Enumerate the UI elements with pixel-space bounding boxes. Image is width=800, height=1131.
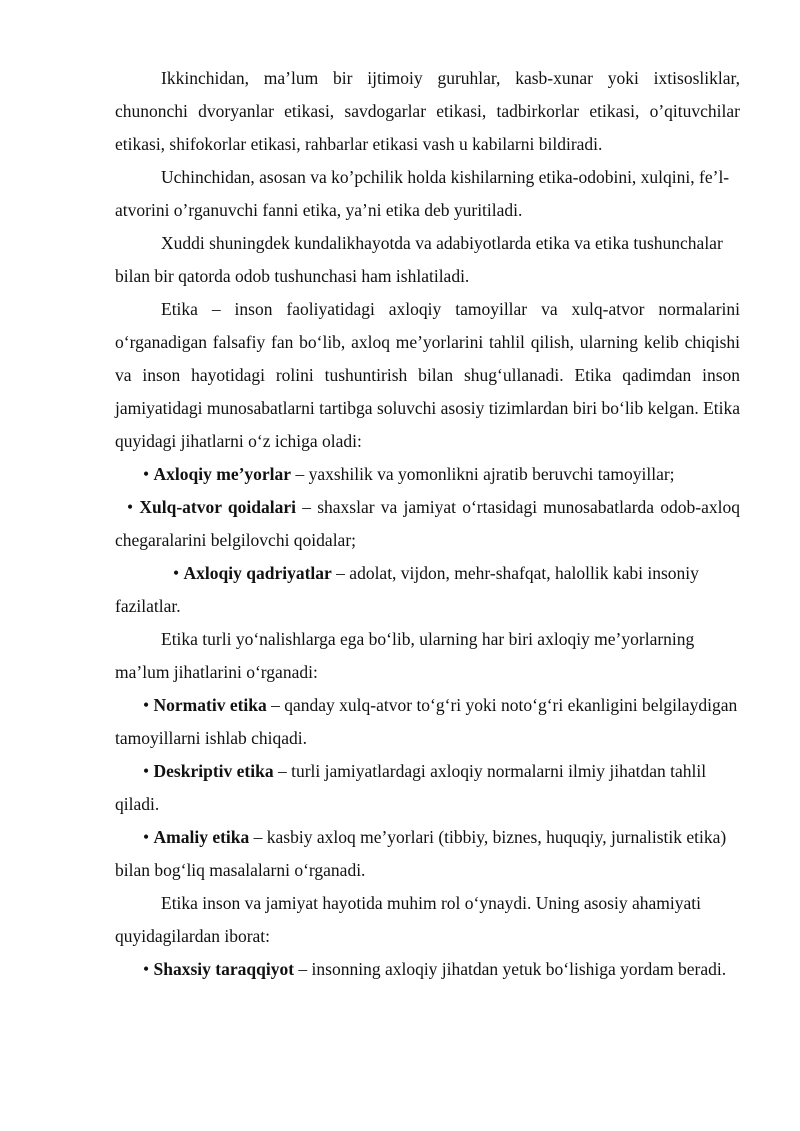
bullet-term: Axloqiy qadriyatlar: [183, 563, 332, 583]
bullet-term: Amaliy etika: [153, 827, 250, 847]
bullet-text: – yaxshilik va yomonlikni ajratib beruvchi tamoyillar;: [291, 464, 675, 484]
document-page: [115, 62, 740, 986]
bullet-marker: •: [143, 464, 150, 484]
list-item: [115, 755, 740, 821]
list-item: [115, 458, 740, 491]
bullet-term: Deskriptiv etika: [153, 761, 274, 781]
paragraph-etika-definition: Etika – inson faoliyatidagi axloqiy tamoyillar va xulq-atvor normalarini o‘rganadigan falsafiy fan bo‘lib, axloq me’yorlarini tahlil qilish, ularning kelib chiqishi va inson hayotidagi rolini tushuntirish bilan shug‘ullanadi. Etika qadimdan inson jamiyatidagi munosabatlarni tartibga soluvchi asosiy tizimlardan biri bo‘lib kelgan. Etika quyidagi jihatlarni o‘z ichiga oladi:: [115, 299, 740, 451]
bullet-marker: •: [143, 761, 150, 781]
list-item: [115, 557, 740, 623]
bullet-text: – turli jamiyatlardagi axloqiy normalarni ilmiy jihatdan tahlil qiladi.: [115, 761, 707, 814]
bullet-text: – shaxslar va jamiyat o‘rtasidagi munosabatlarda odob-axloq chegaralarini belgilovchi qoidalar;: [115, 497, 741, 550]
paragraph-odob-concept: Xuddi shuningdek kundalikhayotda va adabiyotlarda etika va etika tushunchalar bilan bir qatorda odob tushunchasi ham ishlatiladi.: [115, 233, 723, 286]
bullet-text: – insonning axloqiy jihatdan yetuk bo‘lishiga yordam beradi.: [294, 959, 727, 979]
bullet-term: Axloqiy me’yorlar: [153, 464, 292, 484]
paragraph-third-meaning: Uchinchidan, asosan va ko’pchilik holda kishilarning etika-odobini, xulqini, fe’l-atvorini o’rganuvchi fanni etika, ya’ni etika deb yuritiladi.: [115, 167, 730, 220]
paragraph-etika-directions: Etika turli yo‘nalishlarga ega bo‘lib, ularning har biri axloqiy me’yorlarning ma’lum jihatlarini o‘rganadi:: [115, 629, 695, 682]
list-item: [115, 821, 740, 887]
bullet-marker: •: [143, 959, 150, 979]
bullet-text: – qanday xulq-atvor to‘g‘ri yoki noto‘g‘ri ekanligini belgilaydigan tamoyillarni ishlab chiqadi.: [115, 695, 738, 748]
bullet-marker: •: [127, 497, 134, 517]
bullet-term: Shaxsiy taraqqiyot: [153, 959, 295, 979]
list-item: [115, 689, 740, 755]
paragraph-second-meaning: Ikkinchidan, ma’lum bir ijtimoiy guruhlar, kasb-xunar yoki ixtisosliklar, chunonchi dvoryanlar etikasi, savdogarlar etikasi, tadbirkorlar etikasi, o’qituvchilar etikasi, shifokorlar etikasi, rahbarlar etikasi vash u kabilarni bildiradi.: [115, 68, 740, 154]
bullet-term: Normativ etika: [153, 695, 267, 715]
bullet-marker: •: [143, 827, 150, 847]
list-item: [115, 953, 740, 986]
paragraph-etika-importance: Etika inson va jamiyat hayotida muhim rol o‘ynaydi. Uning asosiy ahamiyati quyidagilardan iborat:: [115, 893, 701, 946]
bullet-text: – adolat, vijdon, mehr-shafqat, halollik kabi insoniy fazilatlar.: [115, 563, 699, 616]
bullet-marker: •: [143, 695, 150, 715]
bullet-marker: •: [173, 563, 180, 583]
bullet-term: Xulq-atvor qoidalari: [139, 497, 296, 517]
bullet-text: – kasbiy axloq me’yorlari (tibbiy, biznes, huquqiy, jurnalistik etika) bilan bog‘liq masalalarni o‘rganadi.: [115, 827, 727, 880]
list-item: [115, 491, 740, 557]
